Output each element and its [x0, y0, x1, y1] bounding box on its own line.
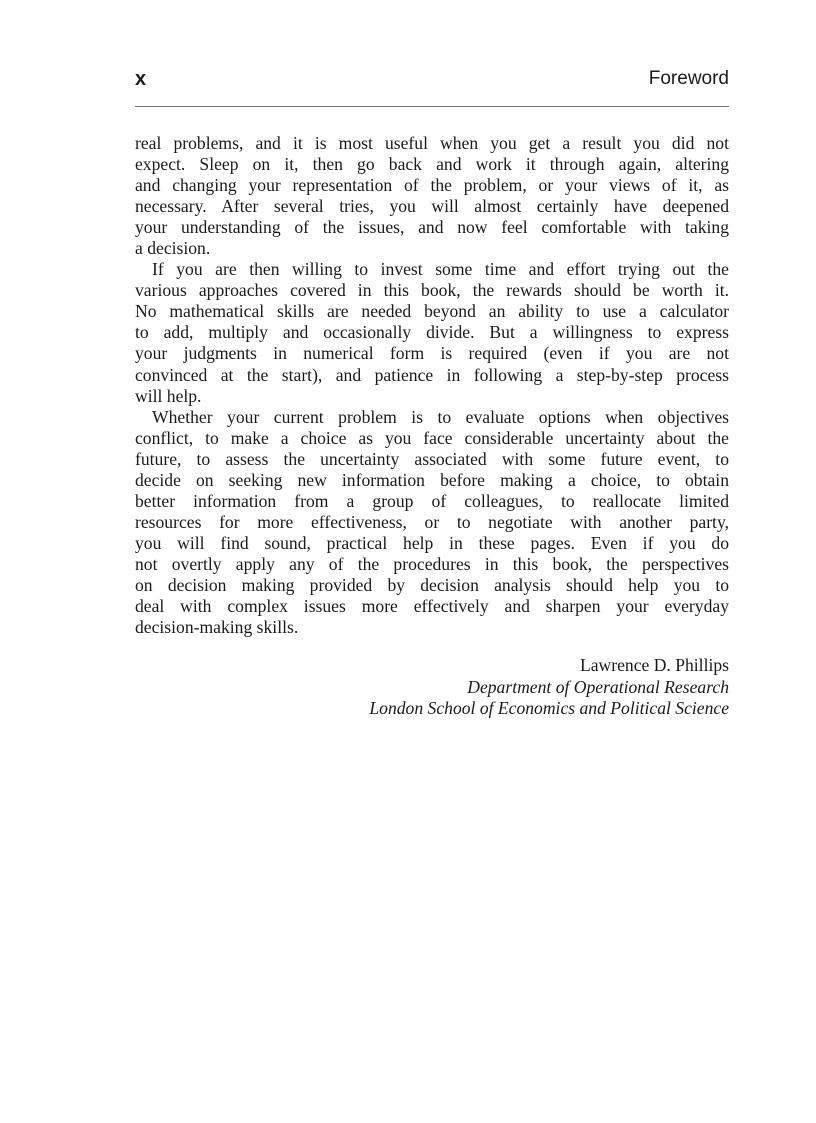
text-line: a decision.: [135, 238, 211, 259]
signature-block: [369, 655, 729, 720]
paragraph: [135, 407, 729, 639]
text-line: decide on seeking new information before making a choice, to obtain: [135, 469, 729, 490]
text-line: deal with complex issues more effectively and sharpen your everyday: [135, 596, 729, 617]
text-line: conflict, to make a choice as you face considerable uncertainty about the: [135, 427, 729, 448]
text-line: not overtly apply any of the procedures in this book, the perspectives: [135, 553, 729, 574]
text-line: and changing your representation of the problem, or your views of it, as: [135, 175, 729, 196]
text-line: you will find sound, practical help in these pages. Even if you do: [135, 532, 729, 553]
header-rule: [135, 106, 729, 107]
text-line: No mathematical skills are needed beyond an ability to use a calculator: [135, 301, 729, 322]
text-line: to add, multiply and occasionally divide. But a willingness to express: [135, 322, 729, 343]
foreword-body: [135, 133, 729, 638]
author-name: Lawrence D. Phillips: [579, 655, 729, 675]
text-line: decision-making skills.: [135, 617, 299, 638]
text-line: various approaches covered in this book, the rewards should be worth it.: [135, 280, 729, 301]
text-line: real problems, and it is most useful when you get a result you did not: [135, 133, 729, 153]
running-title: Foreword: [648, 68, 729, 89]
text-line: on decision making provided by decision analysis should help you to: [135, 574, 729, 595]
author-institution: London School of Economics and Political Science: [369, 698, 729, 718]
paragraph: [135, 133, 729, 259]
paragraph: [135, 259, 729, 406]
text-line: If you are then willing to invest some time and effort trying out the: [152, 259, 729, 280]
page-number: x: [135, 68, 147, 90]
text-line: your judgments in numerical form is required (even if you are not: [135, 343, 729, 364]
text-line: expect. Sleep on it, then go back and work it through again, altering: [135, 154, 729, 175]
text-line: will help.: [135, 385, 202, 406]
text-line: your understanding of the issues, and now feel comfortable with taking: [135, 217, 729, 238]
text-line: Whether your current problem is to evaluate options when objectives: [152, 406, 729, 427]
text-line: better information from a group of colleagues, to reallocate limited: [135, 490, 729, 511]
text-line: convinced at the start), and patience in following a step-by-step process: [135, 364, 729, 385]
text-line: necessary. After several tries, you will almost certainly have deepened: [135, 196, 729, 217]
author-department: Department of Operational Research: [467, 676, 729, 697]
text-line: future, to assess the uncertainty associated with some future event, to: [135, 448, 729, 469]
text-line: resources for more effectiveness, or to negotiate with another party,: [135, 511, 729, 532]
